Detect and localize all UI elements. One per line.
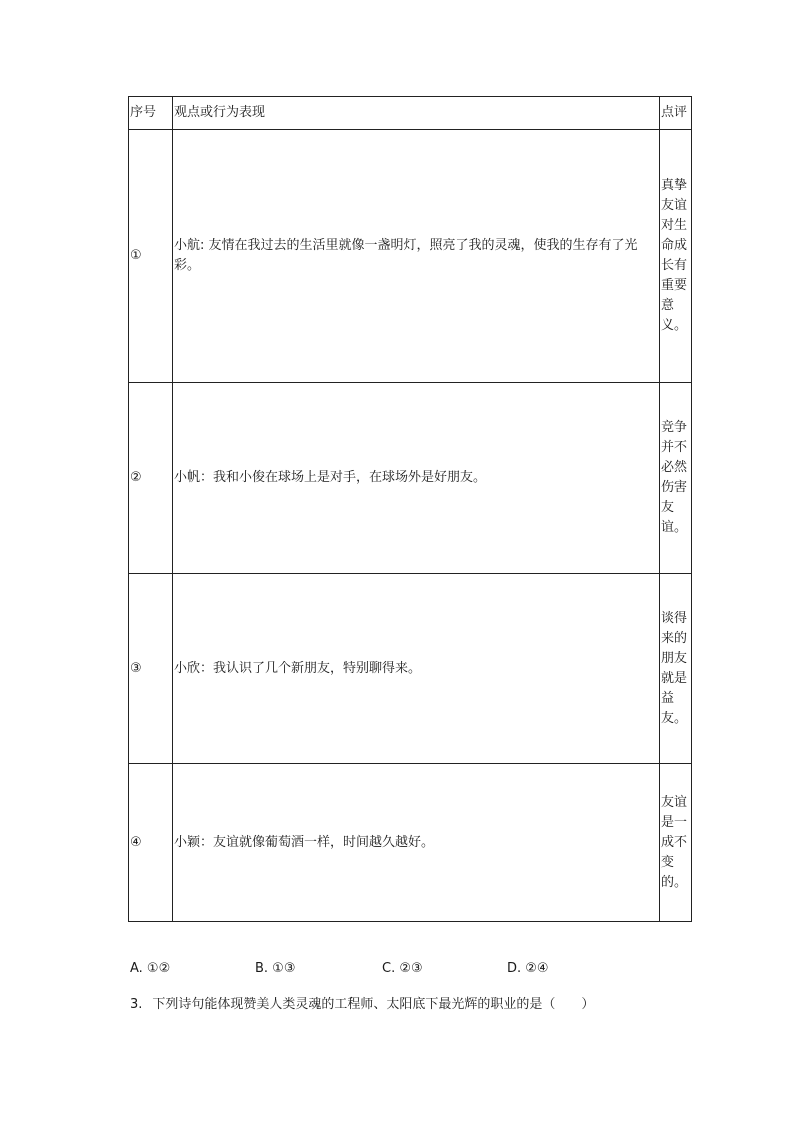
table-row	[129, 764, 692, 922]
option-b[interactable]: B. ①③	[255, 961, 296, 976]
row-view: 小航: 友情在我过去的生活里就像一盏明灯，照亮了我的灵魂，使我的生存有了光彩。	[173, 130, 660, 383]
row-comment: 谈得来的朋友就是益友。	[660, 574, 692, 764]
row-view: 小颖：友谊就像葡萄酒一样，时间越久越好。	[173, 764, 660, 922]
row-number: ②	[129, 383, 173, 574]
table-header-row	[129, 97, 692, 130]
question-number: 3.	[130, 997, 143, 1012]
row-view: 小帆：我和小俊在球场上是对手，在球场外是好朋友。	[173, 383, 660, 574]
header-comment: 点评	[660, 97, 692, 130]
viewpoint-table	[128, 96, 692, 922]
question-text: 下列诗句能体现赞美人类灵魂的工程师、太阳底下最光辉的职业的是（ ）	[152, 997, 595, 1012]
header-view: 观点或行为表现	[173, 97, 660, 130]
answer-options	[130, 961, 690, 981]
header-number: 序号	[129, 97, 173, 130]
table-row	[129, 574, 692, 764]
row-comment: 真挚友谊对生命成长有重要意义。	[660, 130, 692, 383]
table-row	[129, 130, 692, 383]
next-question	[130, 993, 594, 1012]
table-row	[129, 383, 692, 574]
row-view: 小欣：我认识了几个新朋友，特别聊得来。	[173, 574, 660, 764]
option-c[interactable]: C. ②③	[382, 961, 423, 976]
row-comment: 竞争并不必然伤害友谊。	[660, 383, 692, 574]
row-number: ①	[129, 130, 173, 383]
row-number: ④	[129, 764, 173, 922]
row-number: ③	[129, 574, 173, 764]
row-comment: 友谊是一成不变的。	[660, 764, 692, 922]
option-a[interactable]: A. ①②	[130, 961, 171, 976]
option-d[interactable]: D. ②④	[507, 961, 549, 976]
